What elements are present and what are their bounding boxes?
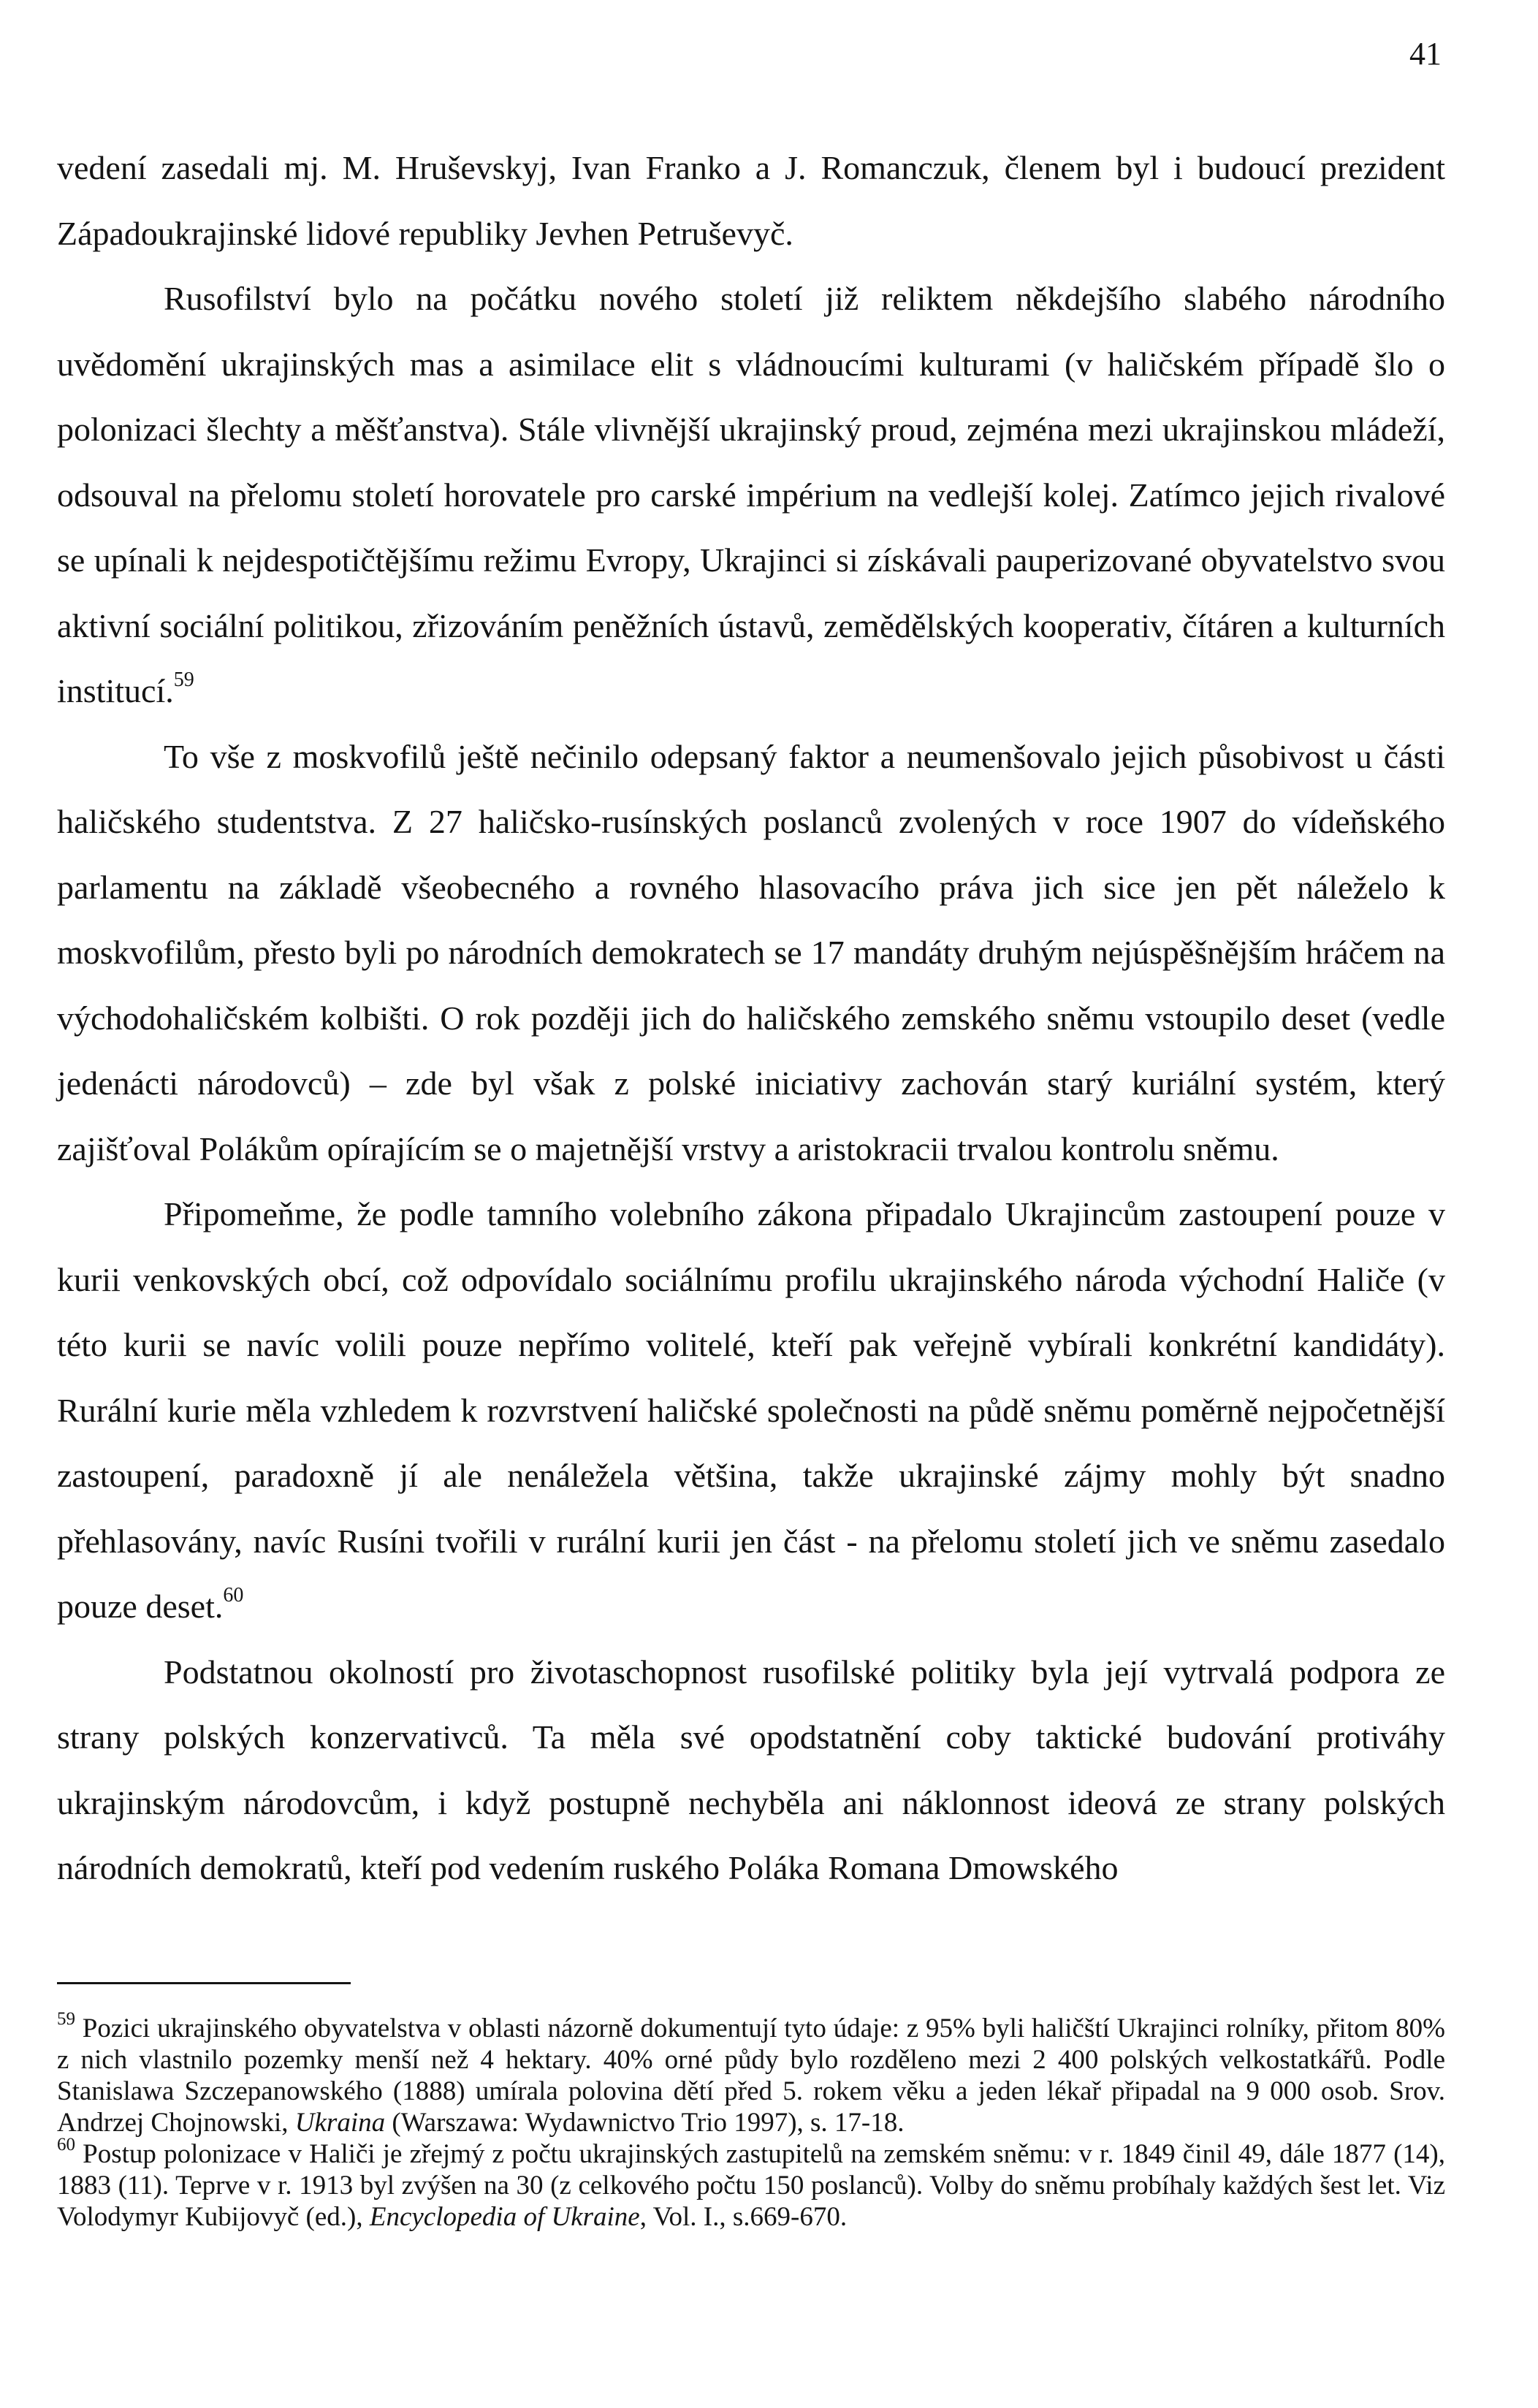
footnote-number: 59: [57, 2008, 75, 2029]
footnote-title-italic: Ukraina: [294, 2108, 386, 2138]
paragraph: [57, 1639, 1445, 1901]
footnote-divider: [57, 1982, 351, 1984]
footnotes: [57, 2008, 1445, 2233]
page-number: 41: [1409, 36, 1442, 72]
paragraph-text: Připomeňme, že podle tamního volebního zákona připadalo Ukrajincům zastoupení pouze v kurii venkovských obcí, což odpovídalo sociálnímu profilu ukrajinského národa východní Haliče (v této kurii se navíc volili pouze nepřímo volitelé, kteří pak veřejně vybírali konkrétní kandidáty). Rurální kurie měla vzhledem k rozvrstvení haličské společnosti na půdě sněmu poměrně nejpočetnější zastoupení, paradoxně jí ale nenáležela většina, takže ukrajinské zájmy mohly být snadno přehlasovány, navíc Rusíni tvořili v rurální kurii jen část - na přelomu století jich ve sněmu zasedalo pouze deset.: [57, 1195, 1445, 1625]
footnote-59: [57, 2008, 1445, 2138]
footnote-text: Postup polonizace v Haliči je zřejmý z počtu ukrajinských zastupitelů na zemském sněmu: v r. 1849 činil 49, dále 1877 (14), 1883 (11). Teprve v r. 1913 byl zvýšen na 30 (z celkového počtu 150 poslanců). Volby do sněmu probíhaly každých šest let. Viz Volodymyr Kubijovyč (ed.),: [57, 2139, 1445, 2232]
paragraph-text: Rusofilství bylo na počátku nového století již reliktem někdejšího slabého národního uvědomění ukrajinských mas a asimilace elit s vládnoucími kulturami (v haličském případě šlo o polonizaci šlechty a měšťanstva). Stále vlivnější ukrajinský proud, zejména mezi ukrajinskou mládeží, odsouval na přelomu století horovatele pro carské impérium na vedlejší kolej. Zatímco jejich rivalové se upínali k nejdespotičtějšímu režimu Evropy, Ukrajinci si získávali pauperizované obyvatelstvo svou aktivní sociální politikou, zřizováním peněžních ústavů, zemědělských kooperativ, čítáren a kulturních institucí.: [57, 280, 1445, 709]
footnote-text: (Warszawa: Wydawnictvo Trio 1997), s. 17-18.: [385, 2108, 905, 2138]
paragraph: [57, 724, 1445, 1182]
body-text: [57, 135, 1445, 1901]
footnote-text: , Vol. I., s.669-670.: [639, 2202, 848, 2232]
footnote-title-italic: Encyclopedia of Ukraine: [369, 2202, 640, 2232]
footnote-60: [57, 2134, 1445, 2233]
paragraph-text: Podstatnou okolností pro životaschopnost rusofilské politiky byla její vytrvalá podpora ze strany polských konzervativců. Ta měla své opodstatnění coby taktické budování protiváhy ukrajinským národovcům, i když postupně nechyběla ani náklonnost ideová ze strany polských národních demokratů, kteří pod vedením ruského Poláka Romana Dmowského: [57, 1653, 1445, 1886]
footnote-text: Pozici ukrajinského obyvatelstva v oblasti názorně dokumentují tyto údaje: z 95% byli haličští Ukrajinci rolníky, přitom 80% z nich vlastnilo pozemky menší než 4 hektary. 40% orné půdy bylo rozděleno mezi 2 400 polských velkostatkářů. Podle Stanislawa Szczepanowského (1888) umírala polovina dětí před 5. rokem věku a jeden lékař připadal na 9 000 osob. Srov. Andrzej Chojnowski,: [57, 2013, 1445, 2138]
paragraph: [57, 266, 1445, 724]
footnote-ref-59[interactable]: 59: [173, 668, 194, 691]
paragraph: [57, 1181, 1445, 1639]
footnote-number: 60: [57, 2134, 75, 2154]
paragraph-text: vedení zasedali mj. M. Hruševskyj, Ivan Franko a J. Romanczuk, členem byl i budoucí prezident Západoukrajinské lidové republiky Jevhen Petruševyč.: [57, 149, 1445, 252]
paragraph-text: To vše z moskvofilů ještě nečinilo odepsaný faktor a neumenšovalo jejich působivost u části haličského studentstva. Z 27 haličsko-rusínských poslanců zvolených v roce 1907 do vídeňského parlamentu na základě všeobecného a rovného hlasovacího práva jich sice jen pět náleželo k moskvofilům, přesto byli po národních demokratech se 17 mandáty druhým nejúspěšnějším hráčem na východohaličském kolbišti. O rok později jich do haličského zemského sněmu vstoupilo deset (vedle jedenácti národovců) – zde byl však z polské iniciativy zachován starý kuriální systém, který zajišťoval Polákům opírajícím se o majetnější vrstvy a aristokracii trvalou kontrolu sněmu.: [57, 737, 1445, 1167]
footnote-ref-60[interactable]: 60: [223, 1583, 244, 1607]
paragraph: [57, 135, 1445, 266]
